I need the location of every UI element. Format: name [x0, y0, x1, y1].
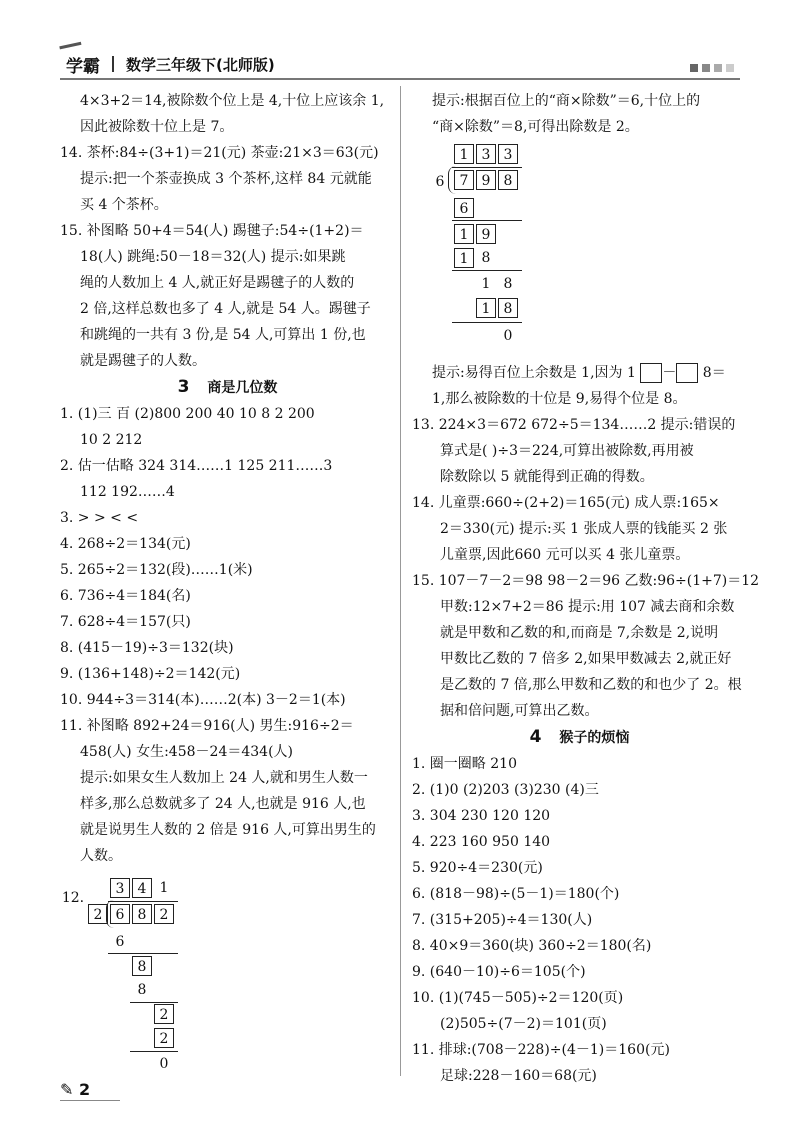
- hint-line: 儿童票,因此660 元可以买 4 张儿童票。: [440, 547, 690, 563]
- header-divider: [112, 56, 114, 72]
- hint-line: 买 4 个茶杯。: [80, 197, 168, 213]
- digit-box: 8: [498, 298, 518, 318]
- digit-box: 2: [154, 904, 174, 924]
- header-rule: [60, 78, 740, 80]
- answer-line: (2)505÷(7－2)＝101(页): [440, 1016, 607, 1032]
- answer-line: 8. 40×9＝360(块) 360÷2＝180(名): [412, 938, 652, 954]
- answer-line: 1. 圈一圈略 210: [412, 756, 517, 772]
- answer-line: 2. 估一估略 324 314……1 125 211……3: [60, 458, 333, 474]
- hint-line: 提示:如果女生人数加上 24 人,就和男生人数一: [80, 770, 368, 786]
- section-heading: 3 商是几位数: [177, 377, 278, 397]
- digit-box: 1: [476, 298, 496, 318]
- digit-box: 2: [154, 1004, 174, 1024]
- answer-line: 4. 268÷2＝134(元): [60, 536, 191, 552]
- division-line: [108, 953, 178, 954]
- hint-line: 算式是( )÷3＝224,可算出被除数,再用被: [440, 443, 694, 459]
- right-column: [412, 360, 760, 1089]
- answer-line: 8. (415－19)÷3＝132(块): [60, 640, 234, 656]
- digit-box: 6: [110, 904, 130, 924]
- digit-box: 9: [476, 224, 496, 244]
- answer-line: 4. 223 160 950 140: [412, 834, 551, 850]
- digit-box: 8: [132, 904, 152, 924]
- division-bar: [452, 167, 522, 168]
- header-square-icon: [702, 64, 710, 72]
- answer-line: 7. 628÷4＝157(只): [60, 614, 191, 630]
- hint-line: 样多,那么总数就多了 24 人,也就是 916 人,也: [80, 796, 366, 812]
- hint-line: “商×除数”＝8,可得出除数是 2。: [432, 119, 639, 135]
- answer-line: 因此被除数十位上是 7。: [80, 119, 234, 135]
- answer-line: 10. (1)(745－505)÷2＝120(页): [412, 990, 624, 1006]
- question-number: 12.: [61, 890, 85, 906]
- digit-box: 1: [454, 144, 474, 164]
- digit-box: 2: [88, 904, 108, 924]
- answer-line: 9. (136+148)÷2＝142(元): [60, 666, 241, 682]
- answer-line: 14. 儿童票:660÷(2+2)＝165(元) 成人票:165×: [412, 495, 720, 511]
- answer-line: 3. > > < <: [60, 510, 139, 526]
- header-square-icon: [690, 64, 698, 72]
- digit: 8: [481, 250, 491, 266]
- answer-line: 11. 排球:(708－228)÷(4－1)＝160(元): [412, 1042, 670, 1058]
- long-division-right: [430, 142, 550, 352]
- hint-line: 是乙数的 7 倍,那么甲数和乙数的和也少了 2。根: [440, 677, 742, 693]
- answer-line: 14. 茶杯:84÷(3+1)＝21(元) 茶壶:21×3＝63(元): [60, 145, 379, 161]
- digit-box: 9: [476, 170, 496, 190]
- hint-line: 人数。: [80, 848, 122, 864]
- answer-line: 18(人) 跳绳:50－18＝32(人) 提示:如果跳: [80, 249, 346, 265]
- digit-box: 7: [454, 170, 474, 190]
- digit-box: 2: [154, 1028, 174, 1048]
- digit-box: 4: [132, 878, 152, 898]
- digit: 6: [115, 934, 125, 950]
- answer-line: 5. 920÷4＝230(元): [412, 860, 543, 876]
- hint-line: 提示:易得百位上余数是 1,因为 1 － 8＝: [432, 365, 726, 381]
- answer-line: 10. 944÷3＝314(本)……2(本) 3－2＝1(本): [60, 692, 346, 708]
- blank-box: [676, 363, 698, 383]
- footer-rule: [60, 1100, 120, 1101]
- hint-line: 就是踢毽子的人数。: [80, 353, 206, 369]
- page-number: 2: [78, 1080, 91, 1099]
- hint-line: 据和倍问题,可算出乙数。: [440, 703, 599, 719]
- answer-line: 458(人) 女生:458－24＝434(人): [80, 744, 293, 760]
- answer-line: 4×3+2＝14,被除数个位上是 4,十位上应该余 1,: [80, 93, 385, 109]
- hint-line: 提示:把一个茶壶换成 3 个茶杯,这样 84 元就能: [80, 171, 372, 187]
- answer-line: 5. 265÷2＝132(段)……1(米): [60, 562, 253, 578]
- column-divider: [400, 86, 401, 1076]
- digit-box: 1: [454, 248, 474, 268]
- answer-line: 9. (640－10)÷6＝105(个): [412, 964, 586, 980]
- digit-box: 8: [132, 956, 152, 976]
- long-division-12: [60, 876, 260, 1076]
- pencil-icon: ✎: [60, 1080, 74, 1099]
- digit-box: 3: [498, 144, 518, 164]
- answer-line: 11. 补图略 892+24＝916(人) 男生:916÷2＝: [60, 718, 354, 734]
- page-header: [60, 52, 275, 76]
- answer-line: 3. 304 230 120 120: [412, 808, 551, 824]
- digit-box: 1: [454, 224, 474, 244]
- book-title: 数学三年级下(北师版): [126, 55, 275, 74]
- blank-box: [640, 363, 662, 383]
- digit: 8: [137, 982, 147, 998]
- answer-line: 10 2 212: [80, 432, 143, 448]
- digit-box: 3: [476, 144, 496, 164]
- answer-line: 足球:228－160＝68(元): [440, 1068, 597, 1084]
- digit: 0: [503, 328, 513, 344]
- answer-line: 15. 补图略 50+4＝54(人) 踢毽子:54÷(1+2)＝: [60, 223, 364, 239]
- hint-line: 2 倍,这样总数也多了 4 人,就是 54 人。踢毽子: [80, 301, 371, 317]
- brand-logo: 学霸: [66, 56, 100, 77]
- answer-line: 112 192……4: [80, 484, 175, 500]
- page-footer: [60, 1080, 90, 1099]
- division-line: [452, 322, 522, 323]
- header-square-icon: [726, 64, 734, 72]
- hint-line: 1,那么被除数的十位是 9,易得个位是 8。: [432, 391, 687, 407]
- division-line: [130, 1002, 178, 1003]
- hint-line: 甲数比乙数的 7 倍多 2,如果甲数减去 2,就正好: [440, 651, 732, 667]
- division-line: [130, 1051, 178, 1052]
- hint-line: 就是说男生人数的 2 倍是 916 人,可算出男生的: [80, 822, 376, 838]
- digit: 0: [159, 1056, 169, 1072]
- answer-line: 15. 107－7－2＝98 98－2＝96 乙数:96÷(1+7)＝12: [412, 573, 760, 589]
- answer-line: 甲数:12×7+2＝86 提示:用 107 减去商和余数: [440, 599, 735, 615]
- digit: 8: [503, 276, 513, 292]
- digit: 1: [481, 276, 491, 292]
- answer-line: 2＝330(元) 提示:买 1 张成人票的钱能买 2 张: [440, 521, 728, 537]
- section-heading: 4 猴子的烦恼: [529, 727, 630, 747]
- answer-line: 13. 224×3＝672 672÷5＝134……2 提示:错误的: [412, 417, 736, 433]
- answer-line: 6. (818－98)÷(5－1)＝180(个): [412, 886, 620, 902]
- hint-line: 就是甲数和乙数的和,而商是 7,余数是 2,说明: [440, 625, 719, 641]
- left-column: [60, 88, 395, 869]
- division-bar: [108, 901, 178, 902]
- digit: 1: [159, 880, 169, 896]
- answer-line: 6. 736÷4＝184(名): [60, 588, 191, 604]
- answer-line: 7. (315+205)÷4＝130(人): [412, 912, 593, 928]
- answer-line: 1. (1)三 百 (2)800 200 40 10 8 2 200: [60, 406, 315, 422]
- right-column-top: [412, 88, 742, 140]
- digit-box: 8: [498, 170, 518, 190]
- header-square-icon: [714, 64, 722, 72]
- digit-box: 6: [454, 198, 474, 218]
- answer-line: 2. (1)0 (2)203 (3)230 (4)三: [412, 782, 599, 798]
- hint-line: 除数除以 5 就能得到正确的得数。: [440, 469, 654, 485]
- hint-line: 提示:根据百位上的“商×除数”＝6,十位上的: [432, 93, 701, 109]
- digit: 6: [435, 174, 445, 190]
- division-line: [452, 270, 522, 271]
- hint-line: 和跳绳的一共有 3 份,是 54 人,可算出 1 份,也: [80, 327, 366, 343]
- division-line: [452, 220, 522, 221]
- digit-box: 3: [110, 878, 130, 898]
- hint-line: 绳的人数加上 4 人,就正好是踢毽子的人数的: [80, 275, 355, 291]
